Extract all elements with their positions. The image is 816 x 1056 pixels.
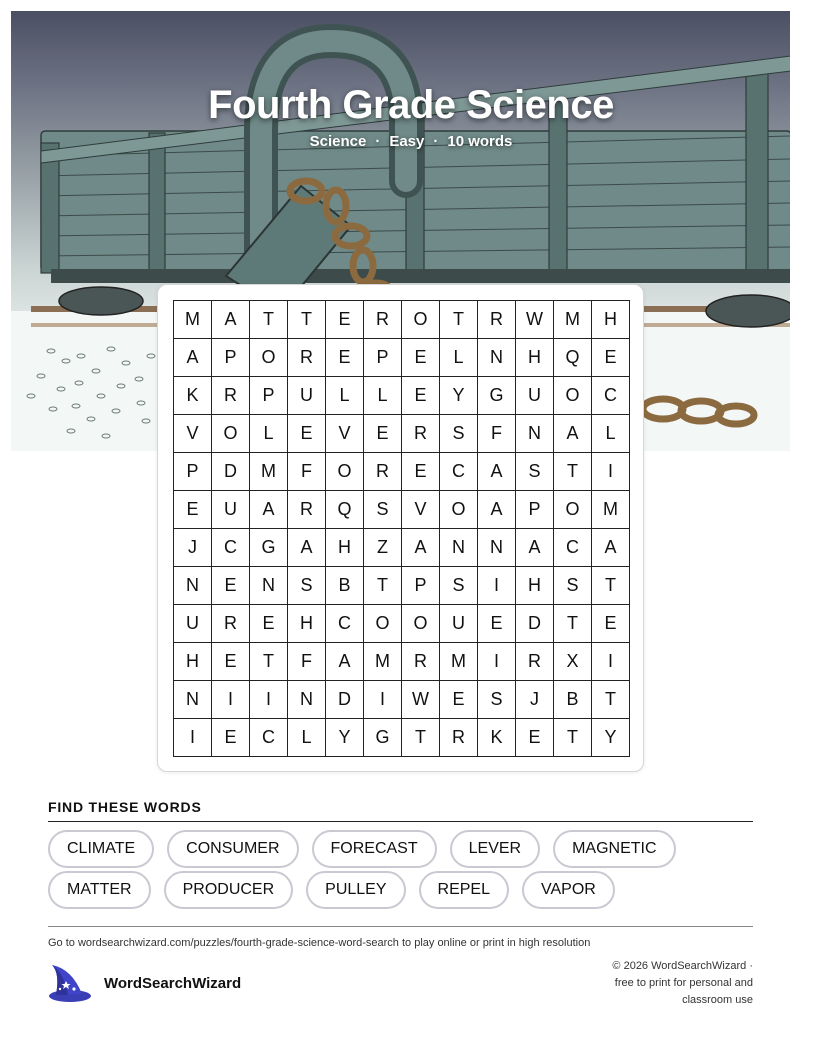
grid-cell[interactable]: E	[212, 719, 250, 757]
grid-cell[interactable]: A	[592, 529, 630, 567]
grid-cell[interactable]: N	[440, 529, 478, 567]
grid-cell[interactable]: G	[364, 719, 402, 757]
grid-cell[interactable]: Q	[326, 491, 364, 529]
grid-cell[interactable]: U	[212, 491, 250, 529]
grid-cell[interactable]: E	[402, 377, 440, 415]
grid-cell[interactable]: P	[364, 339, 402, 377]
grid-cell[interactable]: U	[174, 605, 212, 643]
grid-cell[interactable]: E	[326, 301, 364, 339]
grid-cell[interactable]: A	[516, 529, 554, 567]
grid-cell[interactable]: O	[326, 453, 364, 491]
brand-logo[interactable]	[46, 963, 241, 1003]
grid-cell[interactable]: R	[516, 643, 554, 681]
word-list-heading: FIND THESE WORDS	[48, 799, 202, 815]
grid-cell[interactable]: T	[364, 567, 402, 605]
copyright-line: classroom use	[682, 994, 753, 1006]
grid-cell[interactable]: L	[364, 377, 402, 415]
grid-cell[interactable]: M	[174, 301, 212, 339]
grid-cell[interactable]: T	[440, 301, 478, 339]
divider	[48, 821, 753, 822]
footer-url-text: Go to wordsearchwizard.com/puzzles/fourth-grade-science-word-search to play online or print in high resolution	[48, 937, 591, 949]
grid-cell[interactable]: P	[212, 339, 250, 377]
grid-cell[interactable]: M	[592, 491, 630, 529]
grid-cell[interactable]: R	[364, 301, 402, 339]
grid-cell[interactable]: C	[440, 453, 478, 491]
grid-cell[interactable]: C	[250, 719, 288, 757]
grid-cell[interactable]: E	[326, 339, 364, 377]
grid-cell[interactable]: O	[402, 605, 440, 643]
grid-cell[interactable]: N	[478, 339, 516, 377]
grid-cell[interactable]: R	[440, 719, 478, 757]
grid-cell[interactable]: P	[174, 453, 212, 491]
grid-cell[interactable]: N	[288, 681, 326, 719]
grid-cell[interactable]: A	[478, 491, 516, 529]
grid-cell[interactable]: E	[440, 681, 478, 719]
grid-cell[interactable]: R	[478, 301, 516, 339]
grid-cell[interactable]: W	[516, 301, 554, 339]
grid-cell[interactable]: S	[364, 491, 402, 529]
grid-cell[interactable]: L	[326, 377, 364, 415]
grid-cell[interactable]: S	[516, 453, 554, 491]
word-pill: MATTER	[48, 871, 151, 909]
grid-cell[interactable]: N	[174, 681, 212, 719]
grid-cell[interactable]: J	[516, 681, 554, 719]
grid-cell[interactable]: O	[212, 415, 250, 453]
grid-cell[interactable]: E	[592, 605, 630, 643]
grid-cell[interactable]: L	[288, 719, 326, 757]
grid-cell[interactable]: F	[478, 415, 516, 453]
grid-cell[interactable]: P	[250, 377, 288, 415]
word-pill: VAPOR	[522, 871, 615, 909]
word-pill: FORECAST	[312, 830, 437, 868]
grid-cell[interactable]: W	[402, 681, 440, 719]
grid-cell[interactable]: E	[288, 415, 326, 453]
grid-cell[interactable]: U	[288, 377, 326, 415]
word-count-label: 10 words	[447, 133, 513, 150]
grid-cell[interactable]: X	[554, 643, 592, 681]
grid-cell[interactable]: E	[592, 339, 630, 377]
grid-cell[interactable]: O	[554, 491, 592, 529]
grid-cell[interactable]: C	[326, 605, 364, 643]
grid-cell[interactable]: M	[250, 453, 288, 491]
grid-cell[interactable]: O	[364, 605, 402, 643]
grid-cell[interactable]: M	[364, 643, 402, 681]
grid-cell[interactable]: A	[402, 529, 440, 567]
subject-label: Science	[309, 133, 367, 150]
grid-cell[interactable]: E	[364, 415, 402, 453]
grid-cell[interactable]: R	[288, 491, 326, 529]
grid-cell[interactable]: T	[554, 719, 592, 757]
grid-cell[interactable]: I	[174, 719, 212, 757]
grid-cell[interactable]: A	[478, 453, 516, 491]
word-list-row	[48, 830, 676, 868]
grid-cell[interactable]: K	[478, 719, 516, 757]
grid-cell[interactable]: T	[592, 567, 630, 605]
grid-cell[interactable]: M	[440, 643, 478, 681]
grid-cell[interactable]: L	[250, 415, 288, 453]
grid-cell[interactable]: A	[250, 491, 288, 529]
grid-cell[interactable]: A	[174, 339, 212, 377]
word-pill: PRODUCER	[164, 871, 294, 909]
grid-cell[interactable]: F	[288, 453, 326, 491]
grid-cell[interactable]: N	[478, 529, 516, 567]
word-pill: CONSUMER	[167, 830, 298, 868]
grid-cell[interactable]: P	[402, 567, 440, 605]
grid-cell[interactable]: V	[174, 415, 212, 453]
grid-cell[interactable]: A	[326, 643, 364, 681]
grid-cell[interactable]: Y	[326, 719, 364, 757]
grid-cell[interactable]: N	[174, 567, 212, 605]
grid-cell[interactable]: O	[440, 491, 478, 529]
grid-cell[interactable]: T	[288, 301, 326, 339]
grid-cell[interactable]: U	[440, 605, 478, 643]
grid-cell[interactable]: Z	[364, 529, 402, 567]
separator-dot: ·	[433, 133, 439, 150]
word-list-row	[48, 871, 615, 909]
grid-cell[interactable]: E	[402, 339, 440, 377]
grid-cell[interactable]: T	[250, 643, 288, 681]
grid-cell[interactable]: B	[554, 681, 592, 719]
grid-cell[interactable]: F	[288, 643, 326, 681]
grid-cell[interactable]: G	[478, 377, 516, 415]
copyright-line: free to print for personal and	[614, 977, 753, 989]
grid-cell[interactable]: A	[212, 301, 250, 339]
grid-cell[interactable]: Y	[592, 719, 630, 757]
grid-cell[interactable]: R	[212, 377, 250, 415]
grid-cell[interactable]: I	[478, 643, 516, 681]
grid-cell[interactable]: I	[250, 681, 288, 719]
brand-name: WordSearchWizard	[104, 974, 242, 992]
grid-cell[interactable]: H	[326, 529, 364, 567]
grid-cell[interactable]: B	[326, 567, 364, 605]
grid-cell[interactable]: E	[212, 643, 250, 681]
letter-grid[interactable]	[173, 300, 630, 757]
grid-cell[interactable]: I	[592, 643, 630, 681]
grid-cell[interactable]: E	[516, 719, 554, 757]
grid-cell[interactable]: S	[288, 567, 326, 605]
grid-cell[interactable]: H	[592, 301, 630, 339]
grid-cell[interactable]: O	[250, 339, 288, 377]
grid-cell[interactable]: H	[516, 567, 554, 605]
wizard-hat-icon	[46, 963, 92, 1003]
difficulty-label: Easy	[389, 133, 425, 150]
grid-cell[interactable]: L	[592, 415, 630, 453]
grid-cell[interactable]: E	[402, 453, 440, 491]
grid-cell[interactable]: E	[250, 605, 288, 643]
grid-cell[interactable]: U	[516, 377, 554, 415]
grid-cell[interactable]: R	[288, 339, 326, 377]
grid-cell[interactable]: Y	[440, 377, 478, 415]
grid-cell[interactable]: Q	[554, 339, 592, 377]
separator-dot: ·	[375, 133, 381, 150]
divider	[48, 926, 753, 927]
grid-cell[interactable]: C	[592, 377, 630, 415]
grid-cell[interactable]: T	[592, 681, 630, 719]
grid-cell[interactable]: S	[440, 567, 478, 605]
grid-cell[interactable]: H	[288, 605, 326, 643]
grid-cell[interactable]: T	[250, 301, 288, 339]
copyright-line: © 2026 WordSearchWizard ·	[612, 960, 753, 972]
grid-cell[interactable]: E	[174, 491, 212, 529]
copyright-notice	[573, 958, 753, 1009]
grid-cell[interactable]: I	[364, 681, 402, 719]
grid-cell[interactable]: L	[440, 339, 478, 377]
puzzle-meta	[11, 133, 790, 150]
word-pill: LEVER	[450, 830, 540, 868]
grid-cell[interactable]: T	[402, 719, 440, 757]
grid-cell[interactable]: I	[212, 681, 250, 719]
grid-cell[interactable]: C	[212, 529, 250, 567]
puzzle-title: Fourth Grade Science	[208, 83, 614, 127]
grid-cell[interactable]: R	[364, 453, 402, 491]
word-pill: REPEL	[419, 871, 509, 909]
word-pill: MAGNETIC	[553, 830, 675, 868]
grid-cell[interactable]: H	[516, 339, 554, 377]
grid-cell[interactable]: S	[478, 681, 516, 719]
grid-cell[interactable]: D	[212, 453, 250, 491]
grid-cell[interactable]: R	[402, 643, 440, 681]
grid-cell[interactable]: S	[440, 415, 478, 453]
grid-cell[interactable]: A	[288, 529, 326, 567]
grid-cell[interactable]: T	[554, 453, 592, 491]
grid-cell[interactable]: D	[326, 681, 364, 719]
word-pill: CLIMATE	[48, 830, 154, 868]
grid-cell[interactable]: D	[516, 605, 554, 643]
grid-cell[interactable]: H	[174, 643, 212, 681]
grid-cell[interactable]: O	[402, 301, 440, 339]
grid-cell[interactable]: M	[554, 301, 592, 339]
grid-cell[interactable]: E	[478, 605, 516, 643]
grid-cell[interactable]: I	[478, 567, 516, 605]
puzzle-grid-card	[157, 284, 644, 772]
grid-cell[interactable]: E	[212, 567, 250, 605]
grid-cell[interactable]: K	[174, 377, 212, 415]
grid-cell[interactable]: G	[250, 529, 288, 567]
grid-cell[interactable]: S	[554, 567, 592, 605]
grid-cell[interactable]: P	[516, 491, 554, 529]
grid-cell[interactable]: A	[554, 415, 592, 453]
grid-cell[interactable]: R	[402, 415, 440, 453]
grid-cell[interactable]: V	[402, 491, 440, 529]
grid-cell[interactable]: V	[326, 415, 364, 453]
grid-cell[interactable]: J	[174, 529, 212, 567]
word-pill: PULLEY	[306, 871, 405, 909]
grid-cell[interactable]: N	[250, 567, 288, 605]
grid-cell[interactable]: N	[516, 415, 554, 453]
grid-cell[interactable]: T	[554, 605, 592, 643]
grid-cell[interactable]: C	[554, 529, 592, 567]
grid-cell[interactable]: R	[212, 605, 250, 643]
grid-cell[interactable]: I	[592, 453, 630, 491]
grid-cell[interactable]: O	[554, 377, 592, 415]
